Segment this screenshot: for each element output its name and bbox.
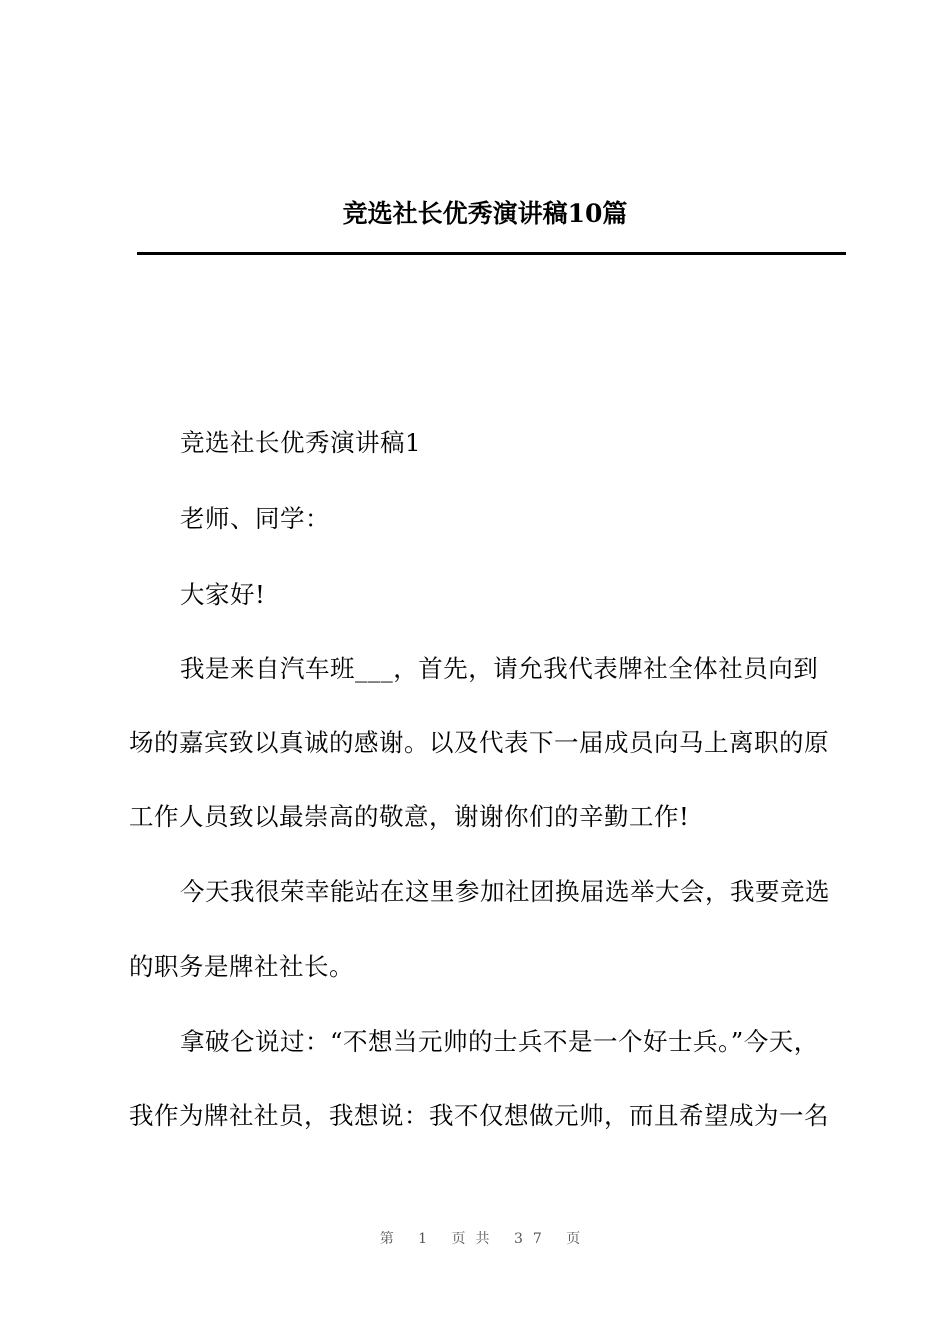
page-number-footer: 第 1 页共 37 页 [379, 1231, 591, 1247]
paragraph-line: 我作为牌社社员，我想说：我不仅想做元帅，而且希望成为一名 [129, 1101, 829, 1130]
title-divider [137, 252, 846, 255]
document-title: 竞选社长优秀演讲稿10篇 [342, 199, 628, 228]
greeting-line: 大家好! [180, 580, 266, 609]
paragraph-line: 拿破仑说过：“不想当元帅的士兵不是一个好士兵。”今天， [180, 1027, 819, 1056]
paragraph-line: 的职务是牌社社长。 [129, 952, 354, 981]
paragraph-line: 工作人员致以最崇高的敬意，谢谢你们的辛勤工作! [129, 802, 690, 831]
salutation-line: 老师、同学： [180, 504, 330, 533]
section-heading: 竞选社长优秀演讲稿1 [180, 428, 422, 457]
paragraph-line: 我是来自汽车班___，首先，请允我代表牌社全体社员向到 [180, 654, 819, 683]
paragraph-line: 今天我很荣幸能站在这里参加社团换届选举大会，我要竞选 [180, 877, 830, 906]
paragraph-line: 场的嘉宾致以真诚的感谢。以及代表下一届成员向马上离职的原 [129, 728, 829, 757]
